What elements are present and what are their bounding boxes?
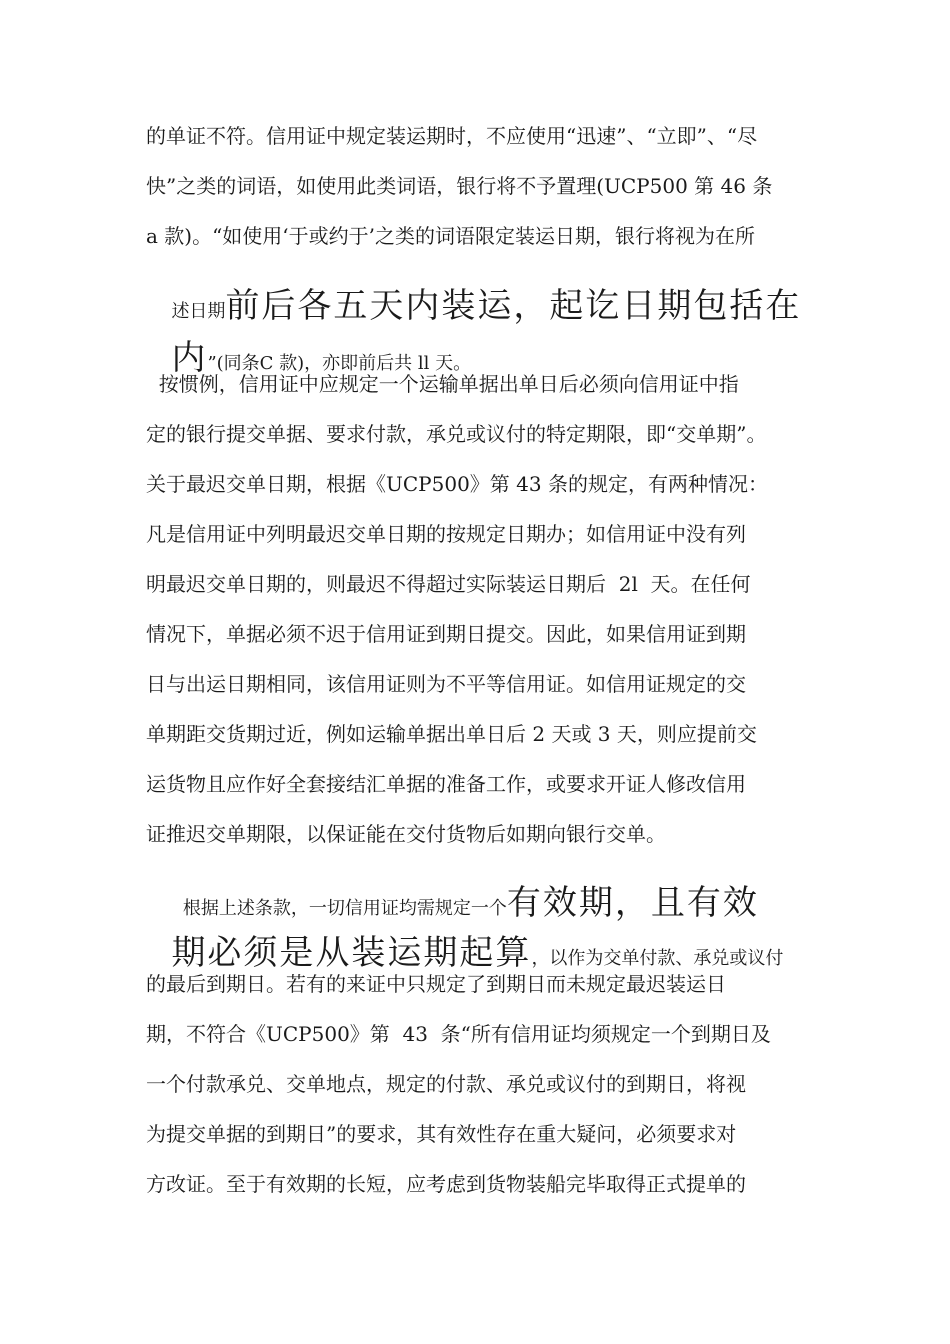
text-line-22: 方改证。至于有效期的长短，应考虑到货物装船完毕取得正式提单的: [146, 1172, 746, 1196]
text-line-14: 运货物且应作好全套接结汇单据的准备工作，或要求开证人修改信用: [146, 772, 746, 796]
text-line-4-large: 前后各五天内装运，起讫日期包括在: [225, 286, 802, 326]
text-line-3: a 款)。“如使用‘于或约于’之类的词语限定装运日期，银行将视为在所: [146, 224, 756, 248]
text-line-17-large: 期必须是从装运期起算: [171, 933, 532, 973]
text-line-2: 快”之类的词语，如使用此类词语，银行将不予置理(UCP500 第 46 条: [146, 174, 773, 198]
text-line-16-large: 有效期，且有效: [506, 883, 759, 923]
text-line-5-normal: ”(同条C 款)，亦即前后共 ll 天。: [207, 353, 472, 374]
text-line-4-normal: 述日期: [171, 301, 226, 322]
text-line-20: 一个付款承兑、交单地点，规定的付款、承兑或议付的到期日，将视: [146, 1072, 746, 1096]
text-line-18: 的最后到期日。若有的来证中只规定了到期日而未规定最迟装运日: [146, 972, 726, 996]
text-line-9: 凡是信用证中列明最迟交单日期的按规定日期办；如信用证中没有列: [146, 522, 746, 546]
text-line-1: 的单证不符。信用证中规定装运期时，不应使用“迅速”、“立即”、“尽: [146, 124, 758, 148]
text-line-11: 情况下，单据必须不迟于信用证到期日提交。因此，如果信用证到期: [146, 622, 746, 646]
text-line-19: 期，不符合《UCP500》第 43 条“所有信用证均须规定一个到期日及: [146, 1022, 771, 1046]
text-line-6: 按惯例，信用证中应规定一个运输单据出单日后必须向信用证中指: [146, 372, 739, 396]
text-line-8: 关于最迟交单日期，根据《UCP500》第 43 条的规定，有两种情况：: [146, 472, 768, 496]
text-line-16-normal: 根据上述条款，一切信用证均需规定一个: [171, 898, 507, 919]
text-line-17-normal: ，以作为交单付款、承兑或议付: [531, 948, 784, 969]
text-line-12: 日与出运日期相同，该信用证则为不平等信用证。如信用证规定的交: [146, 672, 746, 696]
text-line-15: 证推迟交单期限，以保证能在交付货物后如期向银行交单。: [146, 822, 666, 846]
text-line-7: 定的银行提交单据、要求付款，承兑或议付的特定期限，即“交单期”。: [146, 422, 767, 446]
text-line-10: 明最迟交单日期的，则最迟不得超过实际装运日期后 2l 天。在任何: [146, 572, 751, 596]
text-line-5-large: 内: [171, 338, 208, 378]
text-line-13: 单期距交货期过近，例如运输单据出单日后 2 天或 3 天，则应提前交: [146, 722, 757, 746]
text-line-21: 为提交单据的到期日”的要求，其有效性存在重大疑问，必须要求对: [146, 1122, 737, 1146]
